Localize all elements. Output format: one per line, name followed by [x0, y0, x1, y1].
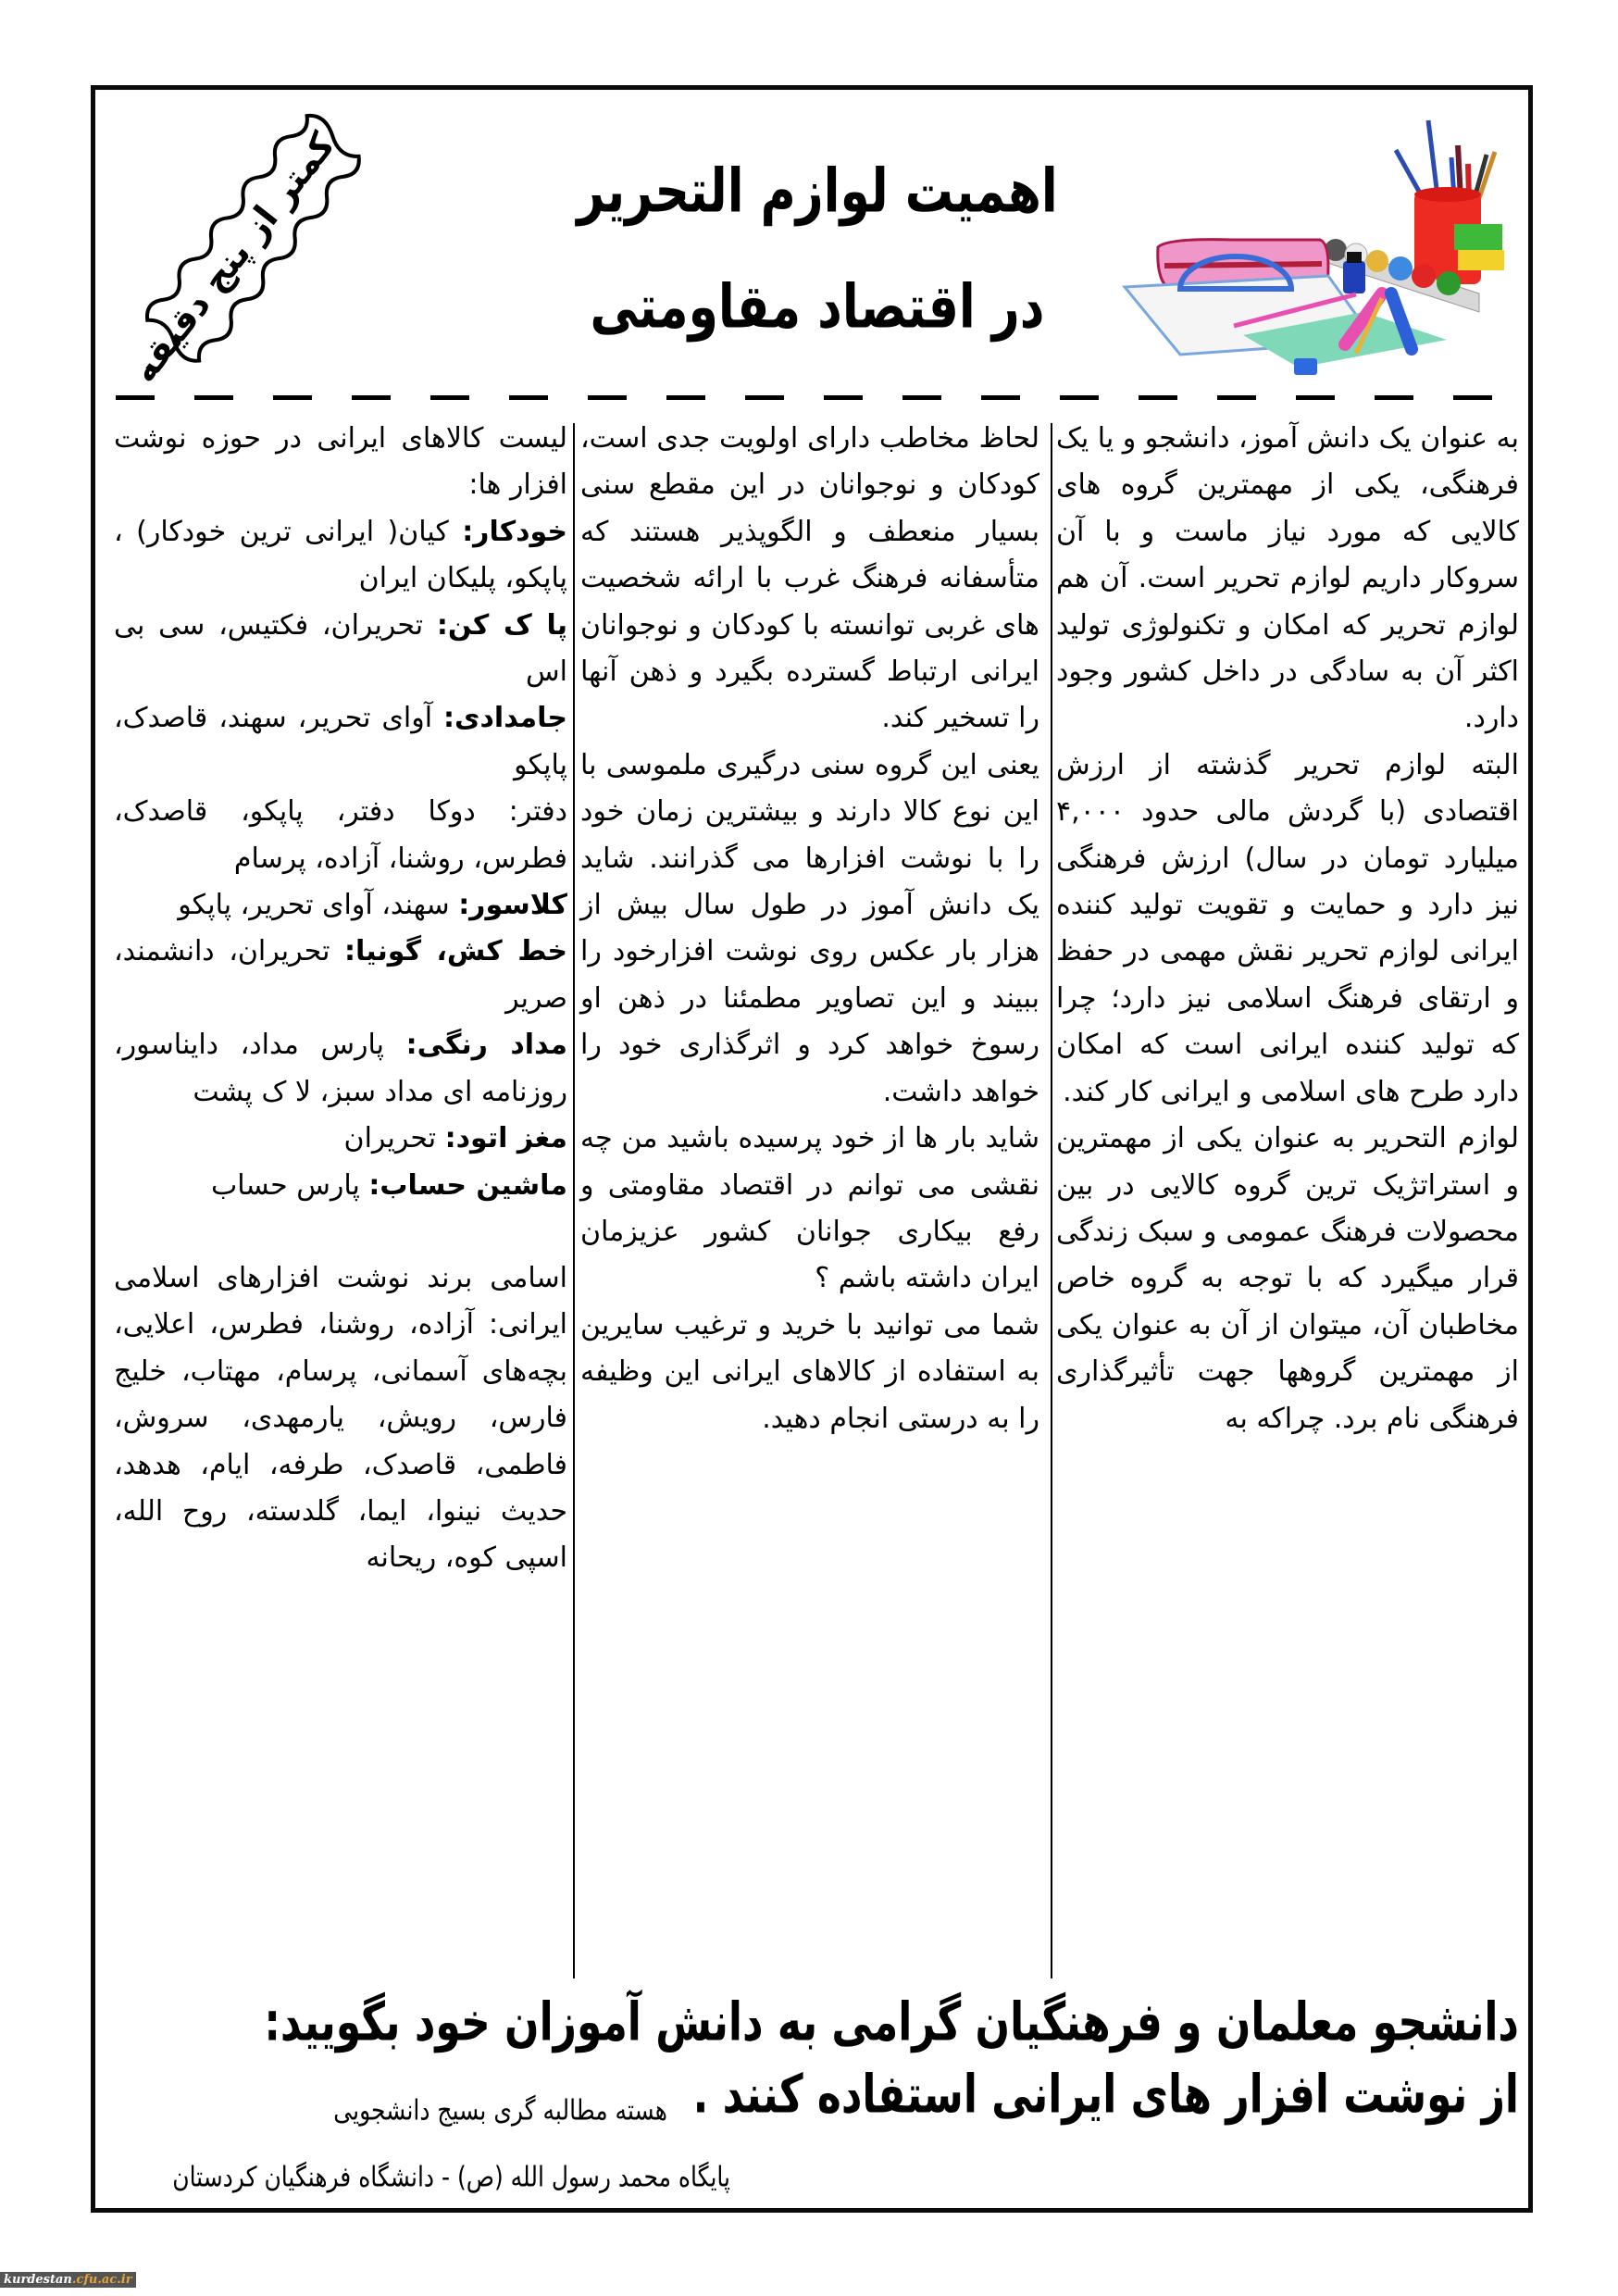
list-item [114, 929, 567, 1022]
time-badge [114, 99, 392, 391]
list-item-value: آوای تحریر، سهند، قاصدک، پاپکو [114, 702, 567, 781]
list-item-value: سهند، آوای تحریر، پاپکو [178, 889, 459, 922]
paragraph: لحاظ مخاطب دارای اولویت جدی است، کودکان و نوجوانان در این مقطع سنی بسیار منعطف و الگوپذیر هستند که متأسفانه فرهنگ غرب با ارائه شخصیت های غربی توانسته با کودکان و نوجوانان ایرانی ارتباط گسترده بگیرد و ذهن آنها را تسخیر کند. [580, 422, 1039, 735]
credit-university: پایگاه محمد رسول الله (ص) - دانشگاه فرهنگیان کردستان [172, 2161, 730, 2193]
list-item-label: خط کش، گونیا: [344, 935, 567, 968]
list-item-label: جامدادی: [443, 702, 567, 735]
list-item-value: پارس مداد، دایناسور، روزنامه ای مداد سبز، لا ک پشت [114, 1029, 567, 1108]
footer-slogan: دانشجو معلمان و فرهنگیان گرامی به دانش آموزان خود بگویید: [264, 1991, 1519, 2053]
badge-text: کمتر از پنج دقیقه [123, 125, 343, 391]
column-divider [573, 423, 575, 1978]
list-item-value: کیان( ایرانی ترین خودکار) ، پاپکو، پلیکان ایران [114, 515, 567, 595]
paragraph: لوازم التحریر به عنوان یکی از مهمترین و استراتژیک ترین گروه کالایی در بین محصولات فرهنگ عمومی و سبک زندگی قرار میگیرد که با توجه به گروه خاص مخاطبان آن، میتوان از آن به عنوان یکی از مهمترین گروهها جهت تأثیرگذاری فرهنگی نام برد. چراکه به [1056, 1122, 1519, 1435]
list-item-label: مغز اتود: [444, 1122, 567, 1155]
list-intro: لیست کالاهای ایرانی در حوزه نوشت افزار ها: [114, 422, 567, 502]
list-item [114, 789, 567, 882]
list-item-value: تحریران [343, 1122, 445, 1155]
list-item-value: تحریران، فکتیس، سی بی اس [114, 608, 567, 689]
watermark-domain: kurdestan [4, 2273, 72, 2287]
list-item [114, 1022, 567, 1116]
page-title: اهمیت لوازم التحریر [577, 156, 1058, 227]
column-right [1056, 416, 1519, 1442]
spacer [114, 1209, 567, 1255]
poster-header [95, 90, 1528, 395]
paragraph: شاید بار ها از خود پرسیده باشید من چه نقشی می توانم در اقتصاد مقاومتی و رفع بیکاری جوانان کشور عزیزمان ایران داشته باشم ؟ [580, 1122, 1039, 1295]
brands-paragraph: اسامی برند نوشت افزارهای اسلامی ایرانی: آزاده، روشنا، فطرس، اعلایی، بچه‌های آسمانی، پرسام، مهتاب، خلیج فارس، رویش، یارمهدی، سروش، فاطمی، قاصدک، طرفه، ایام، هدهد، حدیث نینوا، ایما، گلدسته، روح الله، اسپی کوه، ریحانه [114, 1261, 567, 1575]
school-supplies-illustration [1114, 113, 1530, 391]
list-item [114, 695, 567, 789]
list-item-value: تحریران، دانشمند، صریر [114, 935, 567, 1015]
page-subtitle: در اقتصاد مقاومتی [590, 272, 1045, 343]
site-watermark [0, 2272, 136, 2288]
list-item [114, 882, 567, 929]
stationery-icon [1114, 113, 1530, 391]
column-left [114, 416, 567, 1582]
list-item-label: خودکار: [462, 515, 567, 548]
footer-slogan: از نوشت افزار های ایرانی استفاده کنند . [692, 2064, 1519, 2126]
paragraph: البته لوازم تحریر گذشته از ارزش اقتصادی (با گردش مالی حدود ۴,۰۰۰ میلیارد تومان در سال) ارزش فرهنگی نیز دارد و حمایت و تقویت تولید کننده ایرانی لوازم تحریر نقش مهمی در حفظ و ارتقای فرهنگ اسلامی نیز دارد؛ چرا که تولید کننده ایرانی است که امکان دارد طرح های اسلامی و ایرانی کار کند. [1056, 748, 1519, 1108]
list-item [114, 1116, 567, 1162]
paragraph: به عنوان یک دانش آموز، دانشجو و یا یک فرهنگی، یکی از مهمترین گروه های کالایی که مورد نیاز ماست و با آن سروکار داریم لوازم تحریر است. آن هم لوازم تحریر که امکان و تکنولوژی تولید اکثر آن به سادگی در داخل کشور وجود دارد. [1056, 422, 1519, 735]
credit-organization: هسته مطالبه گری بسیج دانشجویی [333, 2094, 667, 2127]
list-item [114, 603, 567, 696]
list-item-label: کلاسور: [458, 889, 567, 922]
list-item-value: پارس حساب [211, 1168, 369, 1202]
list-item [114, 509, 567, 603]
list-item [114, 1163, 567, 1209]
poster-frame [91, 85, 1533, 2213]
list-item-label: ماشین حساب: [368, 1168, 567, 1202]
paragraph: شما می توانید با خرید و ترغیب سایرین به استفاده از کالاهای ایرانی این وظیفه را به درستی انجام دهید. [580, 1308, 1039, 1435]
column-middle [580, 416, 1039, 1442]
list-item-label: مداد رنگی: [405, 1029, 567, 1062]
dashed-separator [116, 395, 1523, 400]
paragraph: یعنی این گروه سنی درگیری ملموسی با این نوع کالا دارند و بیشترین زمان خود را با نوشت افزارها می گذرانند. شاید یک دانش آموز در طول سال بیش از هزار بار عکس روی نوشت افزارخود را ببیند و این تصاویر مطمئنا در ذهن او رسوخ خواهد کرد و اثرگذاری خود را خواهد داشت. [580, 748, 1039, 1108]
list-item-label: پا ک کن: [436, 608, 568, 642]
column-divider [1051, 423, 1052, 1978]
watermark-suffix: .cfu.ac.ir [71, 2273, 132, 2287]
list-item-value: دفتر: دوکا دفتر، پاپکو، قاصدک، فطرس، روشنا، آزاده، پرسام [114, 795, 567, 875]
